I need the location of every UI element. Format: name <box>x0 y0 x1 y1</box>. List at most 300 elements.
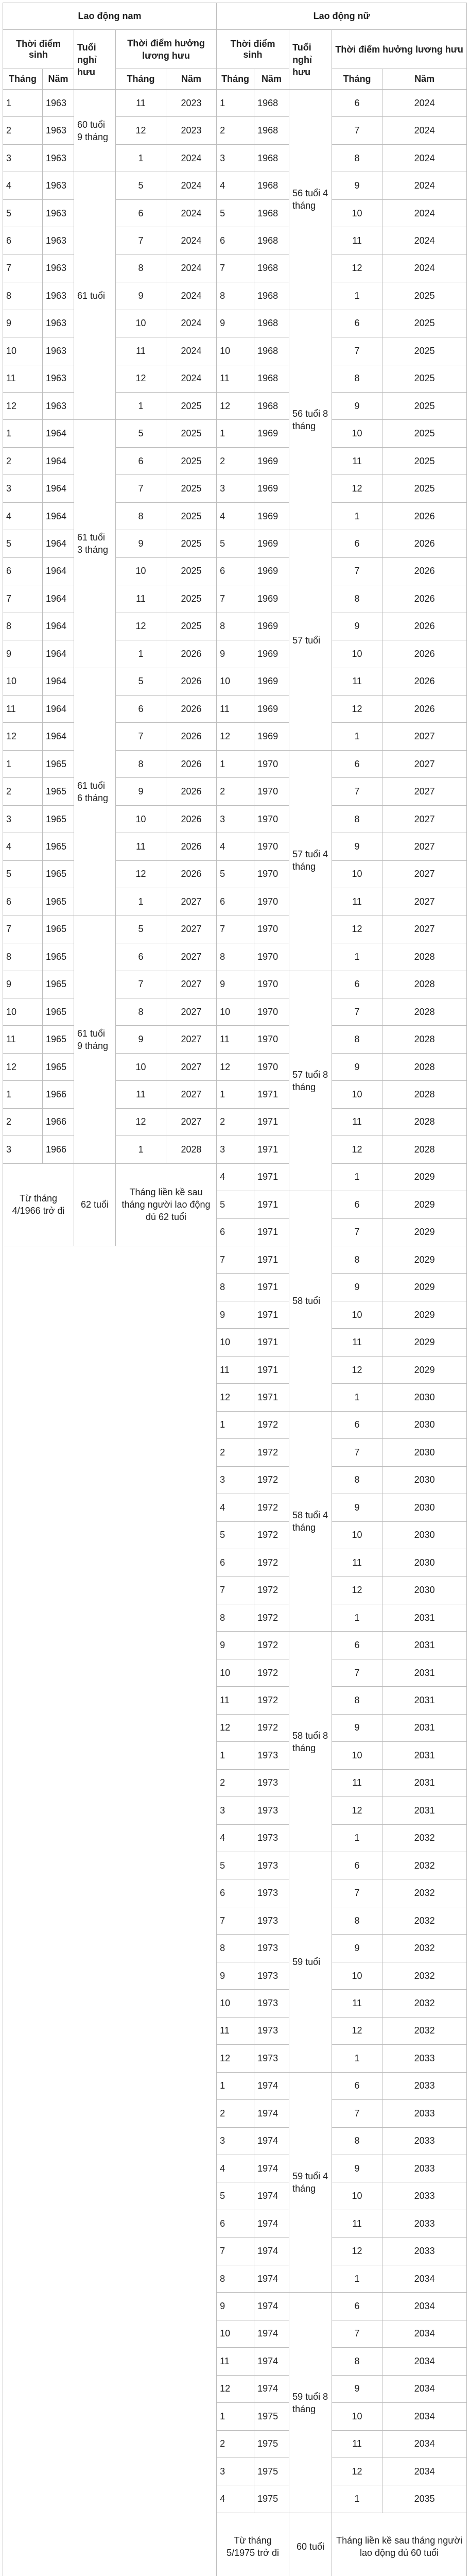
male-birth-month-cell: 1 <box>3 90 43 117</box>
female-pension-month-cell: 7 <box>332 1659 382 1686</box>
female-pension-year-cell: 2031 <box>382 1742 467 1769</box>
female-retire-age-cell: 58 tuổi <box>289 1191 332 1412</box>
table-row <box>3 971 467 998</box>
male-birth-year-cell: 1965 <box>43 860 74 888</box>
male-pension-year-cell: 2026 <box>166 640 217 668</box>
female-birth-year-cell: 1974 <box>254 2127 289 2155</box>
female-birth-month-cell: 7 <box>217 2238 254 2265</box>
female-birth-month-cell: 1 <box>217 2072 254 2099</box>
female-birth-year-cell: 1970 <box>254 778 289 805</box>
female-pension-year-cell: 2028 <box>382 943 467 971</box>
female-birth-month-cell: 3 <box>217 2458 254 2485</box>
female-pension-month-cell: 10 <box>332 860 382 888</box>
female-pension-month-cell: 7 <box>332 998 382 1025</box>
female-pension-year-cell: 2029 <box>382 1163 467 1191</box>
male-birth-year-cell: 1964 <box>43 420 74 447</box>
male-pension-month-cell: 12 <box>116 860 166 888</box>
female-birth-year-header: Năm <box>254 69 289 90</box>
female-birth-year-cell: 1973 <box>254 1935 289 1962</box>
table-row <box>3 668 467 695</box>
female-pension-month-cell: 10 <box>332 1742 382 1769</box>
female-birth-year-cell: 1970 <box>254 998 289 1025</box>
female-birth-year-cell: 1969 <box>254 640 289 668</box>
female-pension-year-cell: 2034 <box>382 2348 467 2375</box>
female-birth-year-cell: 1975 <box>254 2458 289 2485</box>
male-pension-year-cell: 2025 <box>166 613 217 640</box>
male-pension-year-cell: 2024 <box>166 365 217 392</box>
male-birth-month-cell: 9 <box>3 640 43 668</box>
male-birth-month-cell: 5 <box>3 530 43 557</box>
female-birth-month-cell: 12 <box>217 1714 254 1741</box>
female-pension-year-cell: 2032 <box>382 1990 467 2017</box>
female-birth-year-cell: 1972 <box>254 1549 289 1577</box>
male-pension-year-cell: 2027 <box>166 888 217 916</box>
male-pension-year-cell: 2024 <box>166 255 217 282</box>
female-pension-month-cell: 10 <box>332 1962 382 1989</box>
table-row <box>3 778 467 805</box>
female-birth-month-cell: 12 <box>217 2045 254 2072</box>
male-birth-year-cell: 1965 <box>43 888 74 916</box>
female-birth-month-cell: 8 <box>217 2265 254 2292</box>
table-row <box>3 695 467 722</box>
female-birth-year-cell: 1974 <box>254 2375 289 2402</box>
male-pension-year-cell: 2027 <box>166 971 217 998</box>
female-birth-month-cell: 8 <box>217 1274 254 1301</box>
female-pension-month-cell: 6 <box>332 2072 382 2099</box>
female-birth-month-cell: 11 <box>217 365 254 392</box>
female-birth-month-cell: 12 <box>217 1053 254 1080</box>
male-birth-year-cell: 1966 <box>43 1136 74 1163</box>
male-retire-age-header: Tuổi nghỉ hưu <box>74 30 116 90</box>
female-pension-year-cell: 2028 <box>382 1026 467 1053</box>
female-birth-year-cell: 1972 <box>254 1439 289 1466</box>
female-birth-year-cell: 1972 <box>254 1411 289 1438</box>
female-pension-year-cell: 2033 <box>382 2127 467 2155</box>
table-row <box>3 90 467 117</box>
male-pension-year-cell: 2026 <box>166 860 217 888</box>
female-retire-age-cell: 57 tuổi 8 tháng <box>289 971 332 1191</box>
female-pension-month-cell: 12 <box>332 1577 382 1604</box>
female-pension-month-cell: 9 <box>332 172 382 199</box>
male-birth-month-cell: 6 <box>3 227 43 255</box>
female-birth-month-cell: 12 <box>217 2375 254 2402</box>
female-birth-month-cell: 4 <box>217 502 254 530</box>
female-birth-year-cell: 1969 <box>254 723 289 750</box>
female-birth-month-cell: 4 <box>217 172 254 199</box>
male-birth-month-cell: 1 <box>3 420 43 447</box>
male-pension-month-cell: 10 <box>116 557 166 585</box>
female-pension-month-cell: 9 <box>332 1935 382 1962</box>
female-pension-year-cell: 2025 <box>382 475 467 502</box>
female-birth-year-cell: 1968 <box>254 199 289 227</box>
female-retire-age-cell: 59 tuổi 8 tháng <box>289 2293 332 2513</box>
male-pension-year-cell: 2025 <box>166 585 217 613</box>
male-pension-year-cell: 2027 <box>166 1081 217 1108</box>
female-pension-month-cell: 9 <box>332 2155 382 2182</box>
female-birth-month-cell: 5 <box>217 199 254 227</box>
male-birth-year-cell: 1963 <box>43 282 74 310</box>
female-birth-year-cell: 1969 <box>254 695 289 722</box>
male-pension-year-cell: 2026 <box>166 750 217 777</box>
female-pension-year-cell: 2024 <box>382 255 467 282</box>
table-row <box>3 750 467 777</box>
female-pension-year-cell: 2026 <box>382 668 467 695</box>
female-birth-month-cell: 9 <box>217 310 254 337</box>
male-pension-month-cell: 9 <box>116 778 166 805</box>
table-row <box>3 255 467 282</box>
male-birth-month-cell: 9 <box>3 971 43 998</box>
female-pension-month-cell: 12 <box>332 2458 382 2485</box>
male-birth-year-cell: 1964 <box>43 530 74 557</box>
female-birth-month-cell: 6 <box>217 227 254 255</box>
male-pension-year-cell: 2026 <box>166 833 217 860</box>
female-birth-month-cell: 4 <box>217 1163 254 1191</box>
female-birth-month-cell: 12 <box>217 723 254 750</box>
table-row <box>3 1053 467 1080</box>
male-pension-month-cell: 6 <box>116 943 166 971</box>
female-pension-month-cell: 8 <box>332 144 382 172</box>
retirement-age-table <box>3 3 467 2576</box>
female-pension-year-cell: 2030 <box>382 1494 467 1521</box>
female-pension-month-cell: 6 <box>332 90 382 117</box>
male-birth-year-cell: 1963 <box>43 392 74 419</box>
female-pension-month-cell: 12 <box>332 916 382 943</box>
male-pension-year-cell: 2024 <box>166 144 217 172</box>
male-birth-month-cell: 8 <box>3 282 43 310</box>
female-retire-age-cell: 59 tuổi <box>289 1852 332 2073</box>
female-birth-month-cell: 10 <box>217 1329 254 1356</box>
table-row <box>3 392 467 419</box>
female-birth-year-cell: 1971 <box>254 1301 289 1328</box>
male-pension-year-cell: 2026 <box>166 668 217 695</box>
table-row <box>3 1136 467 1163</box>
female-pension-month-cell: 7 <box>332 778 382 805</box>
male-birth-year-cell: 1964 <box>43 613 74 640</box>
female-birth-month-cell: 1 <box>217 750 254 777</box>
male-birth-month-cell: 2 <box>3 117 43 144</box>
table-row <box>3 1246 467 1274</box>
male-footer-age-cell: 62 tuổi <box>74 1163 116 1246</box>
female-pension-year-cell: 2025 <box>382 365 467 392</box>
male-pension-year-cell: 2025 <box>166 530 217 557</box>
female-birth-month-cell: 5 <box>217 2182 254 2210</box>
male-pension-month-cell: 1 <box>116 392 166 419</box>
male-birth-year-cell: 1965 <box>43 833 74 860</box>
male-birth-month-cell: 2 <box>3 1108 43 1136</box>
female-birth-month-cell: 6 <box>217 2210 254 2237</box>
female-pension-month-cell: 10 <box>332 1081 382 1108</box>
male-pension-year-cell: 2023 <box>166 90 217 117</box>
male-birth-year-cell: 1964 <box>43 447 74 474</box>
male-pension-year-cell: 2027 <box>166 1026 217 1053</box>
female-pension-month-cell: 12 <box>332 695 382 722</box>
table-row <box>3 530 467 557</box>
female-birth-month-cell: 1 <box>217 2403 254 2430</box>
male-birth-month-cell: 8 <box>3 943 43 971</box>
female-pension-year-cell: 2033 <box>382 2210 467 2237</box>
female-birth-month-cell: 11 <box>217 2348 254 2375</box>
female-birth-month-cell: 4 <box>217 2155 254 2182</box>
female-birth-month-cell: 3 <box>217 1797 254 1824</box>
table-row <box>3 199 467 227</box>
male-birth-month-cell: 10 <box>3 998 43 1025</box>
table-row <box>3 144 467 172</box>
female-birth-year-cell: 1974 <box>254 2348 289 2375</box>
female-birth-month-cell: 5 <box>217 1852 254 1879</box>
male-pension-month-cell: 6 <box>116 695 166 722</box>
female-pension-year-cell: 2033 <box>382 2155 467 2182</box>
female-pension-year-cell: 2033 <box>382 2182 467 2210</box>
male-pension-month-cell: 8 <box>116 998 166 1025</box>
male-birth-month-cell: 7 <box>3 585 43 613</box>
female-pension-year-cell: 2031 <box>382 1687 467 1714</box>
female-pension-month-cell: 7 <box>332 557 382 585</box>
female-birth-year-cell: 1974 <box>254 2320 289 2347</box>
female-pension-year-header: Năm <box>382 69 467 90</box>
female-birth-month-cell: 10 <box>217 1659 254 1686</box>
female-birth-year-cell: 1972 <box>254 1714 289 1741</box>
male-birth-month-cell: 8 <box>3 613 43 640</box>
table-row <box>3 805 467 833</box>
male-pension-month-cell: 10 <box>116 310 166 337</box>
female-pension-month-cell: 9 <box>332 1053 382 1080</box>
male-birth-year-cell: 1964 <box>43 475 74 502</box>
female-pension-month-cell: 6 <box>332 1632 382 1659</box>
female-birth-year-cell: 1972 <box>254 1494 289 1521</box>
female-birth-year-cell: 1972 <box>254 1659 289 1686</box>
female-pension-year-cell: 2026 <box>382 530 467 557</box>
female-footer-age-cell: 60 tuổi <box>289 2513 332 2576</box>
male-birth-month-cell: 10 <box>3 668 43 695</box>
table-row <box>3 502 467 530</box>
male-pension-month-cell: 9 <box>116 1026 166 1053</box>
male-birth-year-cell: 1965 <box>43 778 74 805</box>
male-pension-year-cell: 2025 <box>166 502 217 530</box>
female-pension-year-cell: 2024 <box>382 199 467 227</box>
female-birth-year-cell: 1974 <box>254 2265 289 2292</box>
female-birth-month-cell: 11 <box>217 695 254 722</box>
male-birth-month-cell: 1 <box>3 750 43 777</box>
female-birth-year-cell: 1969 <box>254 502 289 530</box>
female-pension-year-cell: 2033 <box>382 2238 467 2265</box>
male-pension-month-cell: 12 <box>116 365 166 392</box>
female-pension-month-cell: 8 <box>332 365 382 392</box>
male-pension-year-cell: 2024 <box>166 227 217 255</box>
male-pension-time-header: Thời điểm hưởng lương hưu <box>116 30 217 69</box>
male-pension-year-cell: 2024 <box>166 172 217 199</box>
female-pension-month-cell: 10 <box>332 1301 382 1328</box>
female-birth-month-cell: 2 <box>217 117 254 144</box>
male-birth-month-cell: 5 <box>3 860 43 888</box>
female-pension-month-cell: 10 <box>332 1521 382 1549</box>
female-pension-month-cell: 6 <box>332 2293 382 2320</box>
male-pension-month-header: Tháng <box>116 69 166 90</box>
male-birth-month-cell: 4 <box>3 502 43 530</box>
male-birth-year-cell: 1963 <box>43 337 74 365</box>
female-pension-month-cell: 1 <box>332 1384 382 1411</box>
female-birth-month-cell: 10 <box>217 2320 254 2347</box>
female-pension-year-cell: 2031 <box>382 1797 467 1824</box>
female-pension-year-cell: 2032 <box>382 1907 467 1934</box>
male-header: Lao động nam <box>3 3 217 30</box>
female-birth-year-cell: 1971 <box>254 1136 289 1163</box>
female-birth-year-cell: 1971 <box>254 1329 289 1356</box>
female-birth-year-cell: 1973 <box>254 1907 289 1934</box>
female-pension-year-cell: 2029 <box>382 1191 467 1218</box>
female-birth-year-cell: 1970 <box>254 916 289 943</box>
table-row <box>3 613 467 640</box>
male-pension-year-cell: 2025 <box>166 447 217 474</box>
female-birth-month-cell: 1 <box>217 90 254 117</box>
male-birth-month-cell: 5 <box>3 199 43 227</box>
female-birth-year-cell: 1970 <box>254 750 289 777</box>
male-pension-month-cell: 8 <box>116 750 166 777</box>
female-birth-month-cell: 7 <box>217 255 254 282</box>
table-row <box>3 447 467 474</box>
female-birth-month-cell: 4 <box>217 2485 254 2513</box>
table-row <box>3 557 467 585</box>
male-empty-area <box>3 1246 217 2576</box>
female-pension-month-cell: 1 <box>332 2485 382 2513</box>
table-row <box>3 585 467 613</box>
table-row <box>3 640 467 668</box>
male-pension-year-cell: 2024 <box>166 337 217 365</box>
male-birth-year-cell: 1965 <box>43 998 74 1025</box>
female-birth-year-cell: 1971 <box>254 1108 289 1136</box>
male-pension-month-cell: 10 <box>116 1053 166 1080</box>
male-pension-month-cell: 9 <box>116 282 166 310</box>
female-pension-month-cell: 10 <box>332 2182 382 2210</box>
female-pension-year-cell: 2035 <box>382 2485 467 2513</box>
table-row <box>3 117 467 144</box>
female-pension-year-cell: 2033 <box>382 2100 467 2127</box>
female-birth-year-cell: 1969 <box>254 420 289 447</box>
female-pension-month-cell: 12 <box>332 475 382 502</box>
male-birth-time-header: Thời điểm sinh <box>3 30 74 69</box>
female-pension-year-cell: 2034 <box>382 2403 467 2430</box>
female-birth-year-cell: 1974 <box>254 2072 289 2099</box>
female-birth-year-cell: 1974 <box>254 2238 289 2265</box>
female-pension-year-cell: 2032 <box>382 1824 467 1852</box>
female-pension-year-cell: 2029 <box>382 1329 467 1356</box>
male-birth-year-cell: 1963 <box>43 255 74 282</box>
male-pension-month-cell: 11 <box>116 833 166 860</box>
female-pension-month-cell: 12 <box>332 1356 382 1383</box>
female-pension-month-cell: 10 <box>332 2403 382 2430</box>
female-birth-year-cell: 1974 <box>254 2182 289 2210</box>
female-birth-year-cell: 1973 <box>254 2045 289 2072</box>
male-birth-month-cell: 9 <box>3 310 43 337</box>
male-birth-year-cell: 1966 <box>43 1081 74 1108</box>
table-row <box>3 172 467 199</box>
male-birth-year-cell: 1966 <box>43 1108 74 1136</box>
male-birth-month-cell: 3 <box>3 1136 43 1163</box>
male-birth-month-cell: 3 <box>3 144 43 172</box>
female-birth-year-cell: 1969 <box>254 613 289 640</box>
female-birth-year-cell: 1973 <box>254 1990 289 2017</box>
female-birth-month-cell: 2 <box>217 1769 254 1797</box>
female-birth-year-cell: 1968 <box>254 144 289 172</box>
female-pension-month-cell: 6 <box>332 310 382 337</box>
male-pension-month-cell: 5 <box>116 916 166 943</box>
male-birth-year-cell: 1964 <box>43 557 74 585</box>
female-pension-month-cell: 8 <box>332 1026 382 1053</box>
table-row <box>3 1081 467 1108</box>
male-pension-year-cell: 2027 <box>166 1108 217 1136</box>
female-birth-month-cell: 7 <box>217 1907 254 1934</box>
male-birth-year-cell: 1963 <box>43 117 74 144</box>
female-pension-year-cell: 2028 <box>382 1136 467 1163</box>
female-pension-year-cell: 2032 <box>382 2017 467 2044</box>
female-birth-month-cell: 10 <box>217 998 254 1025</box>
female-pension-month-cell: 9 <box>332 613 382 640</box>
male-birth-month-cell: 3 <box>3 805 43 833</box>
female-birth-month-cell: 3 <box>217 475 254 502</box>
female-birth-month-cell: 12 <box>217 1384 254 1411</box>
female-pension-year-cell: 2028 <box>382 1053 467 1080</box>
male-birth-month-cell: 12 <box>3 1053 43 1080</box>
female-birth-year-cell: 1974 <box>254 2293 289 2320</box>
female-retire-age-cell: 57 tuổi 4 tháng <box>289 750 332 971</box>
female-pension-month-cell: 9 <box>332 1494 382 1521</box>
female-pension-month-cell: 8 <box>332 1246 382 1274</box>
table-row <box>3 998 467 1025</box>
female-birth-year-cell: 1971 <box>254 1218 289 1246</box>
female-birth-year-cell: 1971 <box>254 1356 289 1383</box>
female-pension-month-cell: 1 <box>332 2045 382 2072</box>
female-birth-month-cell: 10 <box>217 668 254 695</box>
male-pension-month-cell: 12 <box>116 117 166 144</box>
female-retire-age-cell: 58 tuổi 4 tháng <box>289 1411 332 1632</box>
female-pension-year-cell: 2030 <box>382 1577 467 1604</box>
female-pension-year-cell: 2032 <box>382 1962 467 1989</box>
female-birth-month-cell: 8 <box>217 943 254 971</box>
male-birth-month-cell: 4 <box>3 172 43 199</box>
female-birth-year-cell: 1968 <box>254 227 289 255</box>
female-pension-month-cell: 12 <box>332 255 382 282</box>
female-birth-month-cell: 9 <box>217 1962 254 1989</box>
table-row <box>3 420 467 447</box>
male-pension-month-cell: 10 <box>116 805 166 833</box>
female-pension-year-cell: 2030 <box>382 1466 467 1494</box>
table-row <box>3 365 467 392</box>
female-birth-month-cell: 10 <box>217 337 254 365</box>
male-birth-year-cell: 1963 <box>43 365 74 392</box>
male-birth-year-cell: 1964 <box>43 668 74 695</box>
male-birth-month-cell: 10 <box>3 337 43 365</box>
male-footer-birth-cell: Từ tháng 4/1966 trở đi <box>3 1163 74 1246</box>
female-birth-year-cell: 1969 <box>254 585 289 613</box>
male-pension-year-cell: 2024 <box>166 199 217 227</box>
female-pension-month-cell: 1 <box>332 943 382 971</box>
male-pension-year-cell: 2026 <box>166 723 217 750</box>
female-birth-month-cell: 2 <box>217 778 254 805</box>
male-pension-year-cell: 2027 <box>166 943 217 971</box>
female-pension-month-cell: 9 <box>332 392 382 419</box>
female-birth-year-cell: 1973 <box>254 1962 289 1989</box>
female-birth-month-cell: 1 <box>217 420 254 447</box>
table-row <box>3 337 467 365</box>
male-retire-age-cell: 61 tuổi 3 tháng <box>74 420 116 668</box>
female-pension-year-cell: 2027 <box>382 723 467 750</box>
female-pension-year-cell: 2027 <box>382 916 467 943</box>
female-birth-year-cell: 1968 <box>254 90 289 117</box>
female-birth-year-cell: 1970 <box>254 971 289 998</box>
female-pension-year-cell: 2031 <box>382 1769 467 1797</box>
female-pension-year-cell: 2034 <box>382 2458 467 2485</box>
female-pension-year-cell: 2030 <box>382 1549 467 1577</box>
female-birth-month-cell: 11 <box>217 1687 254 1714</box>
